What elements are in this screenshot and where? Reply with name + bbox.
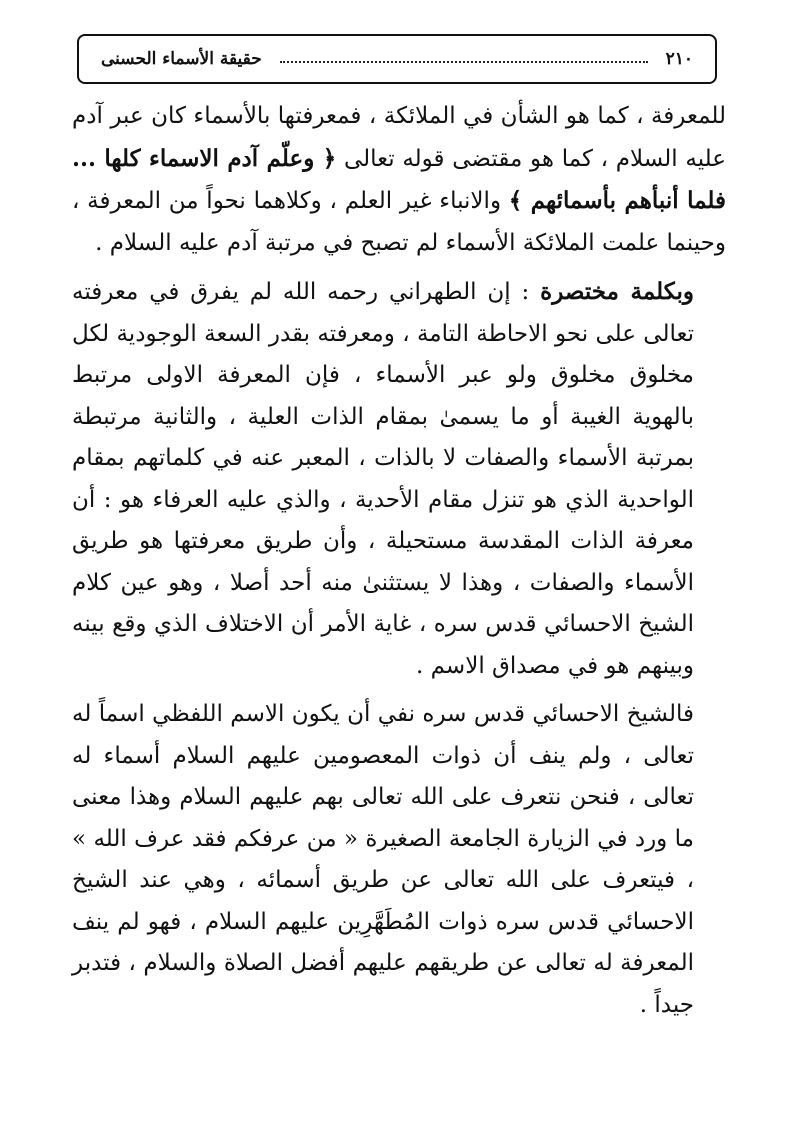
page-body	[72, 96, 726, 1026]
header-dot-leader	[280, 61, 648, 63]
quran-verse: ﴿ وعلّم آدم الاسماء كلها ... فلما أنبأهم بأسمائهم ﴾	[72, 144, 726, 214]
paragraph-2-text: : إن الطهراني رحمه الله لم يفرق في معرفته تعالى على نحو الاحاطة التامة ، ومعرفته بقدر السعة الوجودية لكل مخلوق مخلوق ولو عبر الأسماء ، فإن المعرفة الاولى مرتبط بالهوية الغيبة أو ما يسمىٰ بمقام الذات العلية ، والثانية مرتبطة بمرتبة الأسماء والصفات لا بالذات ، المعبر عنه في كلماتهم بمقام الواحدية الذي هو تنزل مقام الأحدية ، والذي عليه العرفاء هو : أن معرفة الذات المقدسة مستحيلة ، وأن طريق معرفتها هو طريق الأسماء والصفات ، وهذا لا يستثنىٰ منه أحد أصلا ، وهو عين كلام الشيخ الاحسائي قدس سره ، غاية الأمر أن الاختلاف الذي وقع بينه وبينهم هو في مصداق الاسم .	[72, 279, 694, 679]
paragraph-3	[72, 694, 726, 1026]
running-title: حقيقة الأسماء الحسنى	[101, 49, 262, 69]
paragraph-2-lead: وبكلمة مختصرة	[540, 278, 694, 305]
page-number: ٢١٠	[665, 49, 693, 69]
paragraph-1	[72, 96, 726, 264]
paragraph-1-text-before: للمعرفة ، كما هو الشأن في الملائكة ، فمعرفتها بالأسماء كان عبر آدم عليه السلام ، كما هو مقتضى قوله تعالى	[72, 103, 727, 172]
paragraph-1-text-after: والانباء غير العلم ، وكلاهما نحواً من المعرفة ، وحينما علمت الملائكة الأسماء لم تصبح في مرتبة آدم عليه السلام .	[72, 188, 726, 256]
paragraph-2	[72, 271, 726, 687]
running-header	[77, 34, 717, 84]
paragraph-3-text: فالشيخ الاحسائي قدس سره نفي أن يكون الاسم اللفظي اسماً له تعالى ، ولم ينف أن ذوات المعصومين عليهم السلام أسماء له تعالى ، فنحن نتعرف على الله تعالى بهم عليهم السلام وهذا معنى ما ورد في الزيارة الجامعة الصغيرة « من عرفكم فقد عرف الله » ، فيتعرف على الله تعالى عن طريق أسمائه ، وهي عند الشيخ الاحسائي قدس سره ذوات المُطَهَّرِين عليهم السلام ، فهو لم ينف المعرفة له تعالى عن طريقهم عليهم أفضل الصلاة والسلام ، فتدبر جيداً .	[72, 701, 694, 1018]
